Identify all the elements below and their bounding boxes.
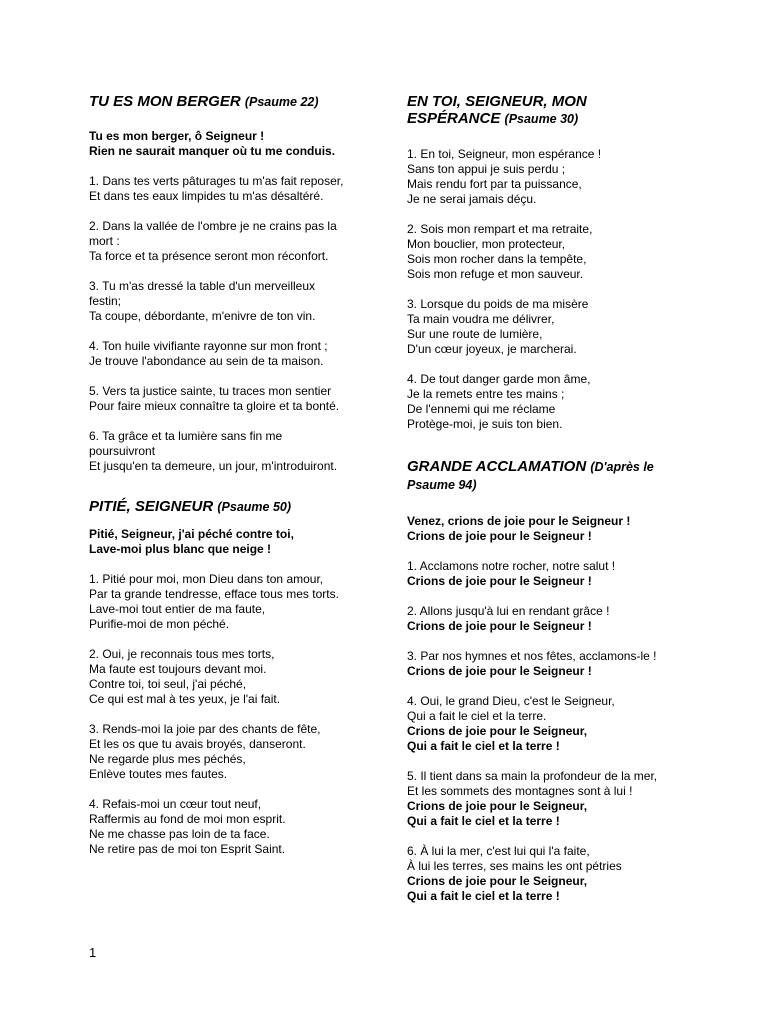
verse-3: 3. Par nos hymnes et nos fêtes, acclamons-le ! Crions de joie pour le Seigneur ! bbox=[407, 649, 657, 678]
verse-6: 6. À lui la mer, c'est lui qui l'a faite, À lui les terres, ses mains les ont pétries Crions de joie pour le Seigneur, Qui a fait le ciel et la terre ! bbox=[407, 844, 622, 903]
page-number: 1 bbox=[89, 945, 97, 960]
psalm-reference: (Psaume 30) bbox=[504, 112, 579, 126]
psalm-reference-line-2: Psaume 94) bbox=[407, 478, 477, 492]
title-text: PITIÉ, SEIGNEUR bbox=[89, 498, 214, 515]
verse-5: 5. Vers ta justice sainte, tu traces mon sentier Pour faire mieux connaître ta gloire et ta bonté. bbox=[89, 384, 340, 413]
song-tu-es-mon-berger bbox=[89, 93, 379, 474]
verse-4: 4. Refais-moi un cœur tout neuf, Raffermis au fond de moi mon esprit. Ne me chasse pas loin de ta face. Ne retire pas de moi ton Esprit Saint. bbox=[89, 797, 286, 856]
verse-3: 3. Tu m'as dressé la table d'un merveilleux festin; Ta coupe, débordante, m'enivre de ton vin. bbox=[89, 279, 316, 323]
verse-2: 2. Oui, je reconnais tous mes torts, Ma faute est toujours devant moi. Contre toi, toi seul, j'ai péché, Ce qui est mal à tes yeux, je l'ai fait. bbox=[89, 647, 281, 706]
verse-6: 6. Ta grâce et ta lumière sans fin me poursuivront Et jusqu'en ta demeure, un jour, m'introduiront. bbox=[89, 429, 338, 473]
verse-1: 1. Dans tes verts pâturages tu m'as fait reposer, Et dans tes eaux limpides tu m'as désaltéré. bbox=[89, 174, 344, 203]
verse-2: 2. Sois mon rempart et ma retraite, Mon bouclier, mon protecteur, Sois mon rocher dans la tempête, Sois mon refuge et mon sauveur. bbox=[407, 222, 593, 281]
song-title bbox=[407, 458, 697, 494]
song-pitie-seigneur bbox=[89, 498, 379, 857]
title-text: TU ES MON BERGER bbox=[89, 93, 241, 110]
refrain: Venez, crions de joie pour le Seigneur ! Crions de joie pour le Seigneur ! bbox=[407, 514, 631, 543]
verse-1: 1. Acclamons notre rocher, notre salut ! Crions de joie pour le Seigneur ! bbox=[407, 559, 616, 588]
refrain: Tu es mon berger, ô Seigneur ! Rien ne saurait manquer où tu me conduis. bbox=[89, 129, 336, 158]
title-text-line-1: EN TOI, SEIGNEUR, MON bbox=[407, 93, 587, 110]
title-text: GRANDE ACCLAMATION bbox=[407, 458, 587, 475]
verse-3: 3. Rends-moi la joie par des chants de fête, Et les os que tu avais broyés, danseront. Ne regarde plus mes péchés, Enlève toutes mes fautes. bbox=[89, 722, 321, 781]
psalm-reference: (Psaume 50) bbox=[217, 500, 292, 514]
psalm-reference: (Psaume 22) bbox=[244, 95, 319, 109]
verse-2: 2. Allons jusqu'à lui en rendant grâce ! Crions de joie pour le Seigneur ! bbox=[407, 604, 610, 633]
verse-5: 5. Il tient dans sa main la profondeur de la mer, Et les sommets des montagnes sont à lui ! Crions de joie pour le Seigneur, Qui a fait le ciel et la terre ! bbox=[407, 769, 658, 828]
verse-4: 4. De tout danger garde mon âme, Je la remets entre tes mains ; De l'ennemi qui me réclame Protège-moi, je suis ton bien. bbox=[407, 372, 591, 431]
song-title bbox=[407, 93, 697, 128]
refrain: Pitié, Seigneur, j'ai péché contre toi, Lave-moi plus blanc que neige ! bbox=[89, 527, 294, 556]
verse-1: 1. En toi, Seigneur, mon espérance ! Sans ton appui je suis perdu ; Mais rendu fort par ta puissance, Je ne serai jamais déçu. bbox=[407, 147, 602, 206]
verse-3: 3. Lorsque du poids de ma misère Ta main voudra me délivrer, Sur une route de lumière, D'un cœur joyeux, je marcherai. bbox=[407, 297, 589, 356]
title-text-line-2: ESPÉRANCE bbox=[407, 110, 501, 127]
song-grande-acclamation bbox=[407, 458, 697, 904]
verse-4: 4. Oui, le grand Dieu, c'est le Seigneur, Qui a fait le ciel et la terre. Crions de joie pour le Seigneur, Qui a fait le ciel et la terre ! bbox=[407, 694, 615, 753]
psalm-reference-line-1: (D'après le bbox=[590, 460, 654, 474]
verse-1: 1. Pitié pour moi, mon Dieu dans ton amour, Par ta grande tendresse, efface tous mes torts. Lave-moi tout entier de ma faute, Purifie-moi de mon péché. bbox=[89, 572, 339, 631]
verse-2: 2. Dans la vallée de l'ombre je ne crains pas la mort : Ta force et ta présence seront mon réconfort. bbox=[89, 219, 337, 263]
verse-4: 4. Ton huile vivifiante rayonne sur mon front ; Je trouve l'abondance au sein de ta maison. bbox=[89, 339, 328, 368]
song-en-toi-seigneur bbox=[407, 93, 697, 432]
song-title bbox=[89, 93, 379, 111]
song-title bbox=[89, 498, 379, 516]
